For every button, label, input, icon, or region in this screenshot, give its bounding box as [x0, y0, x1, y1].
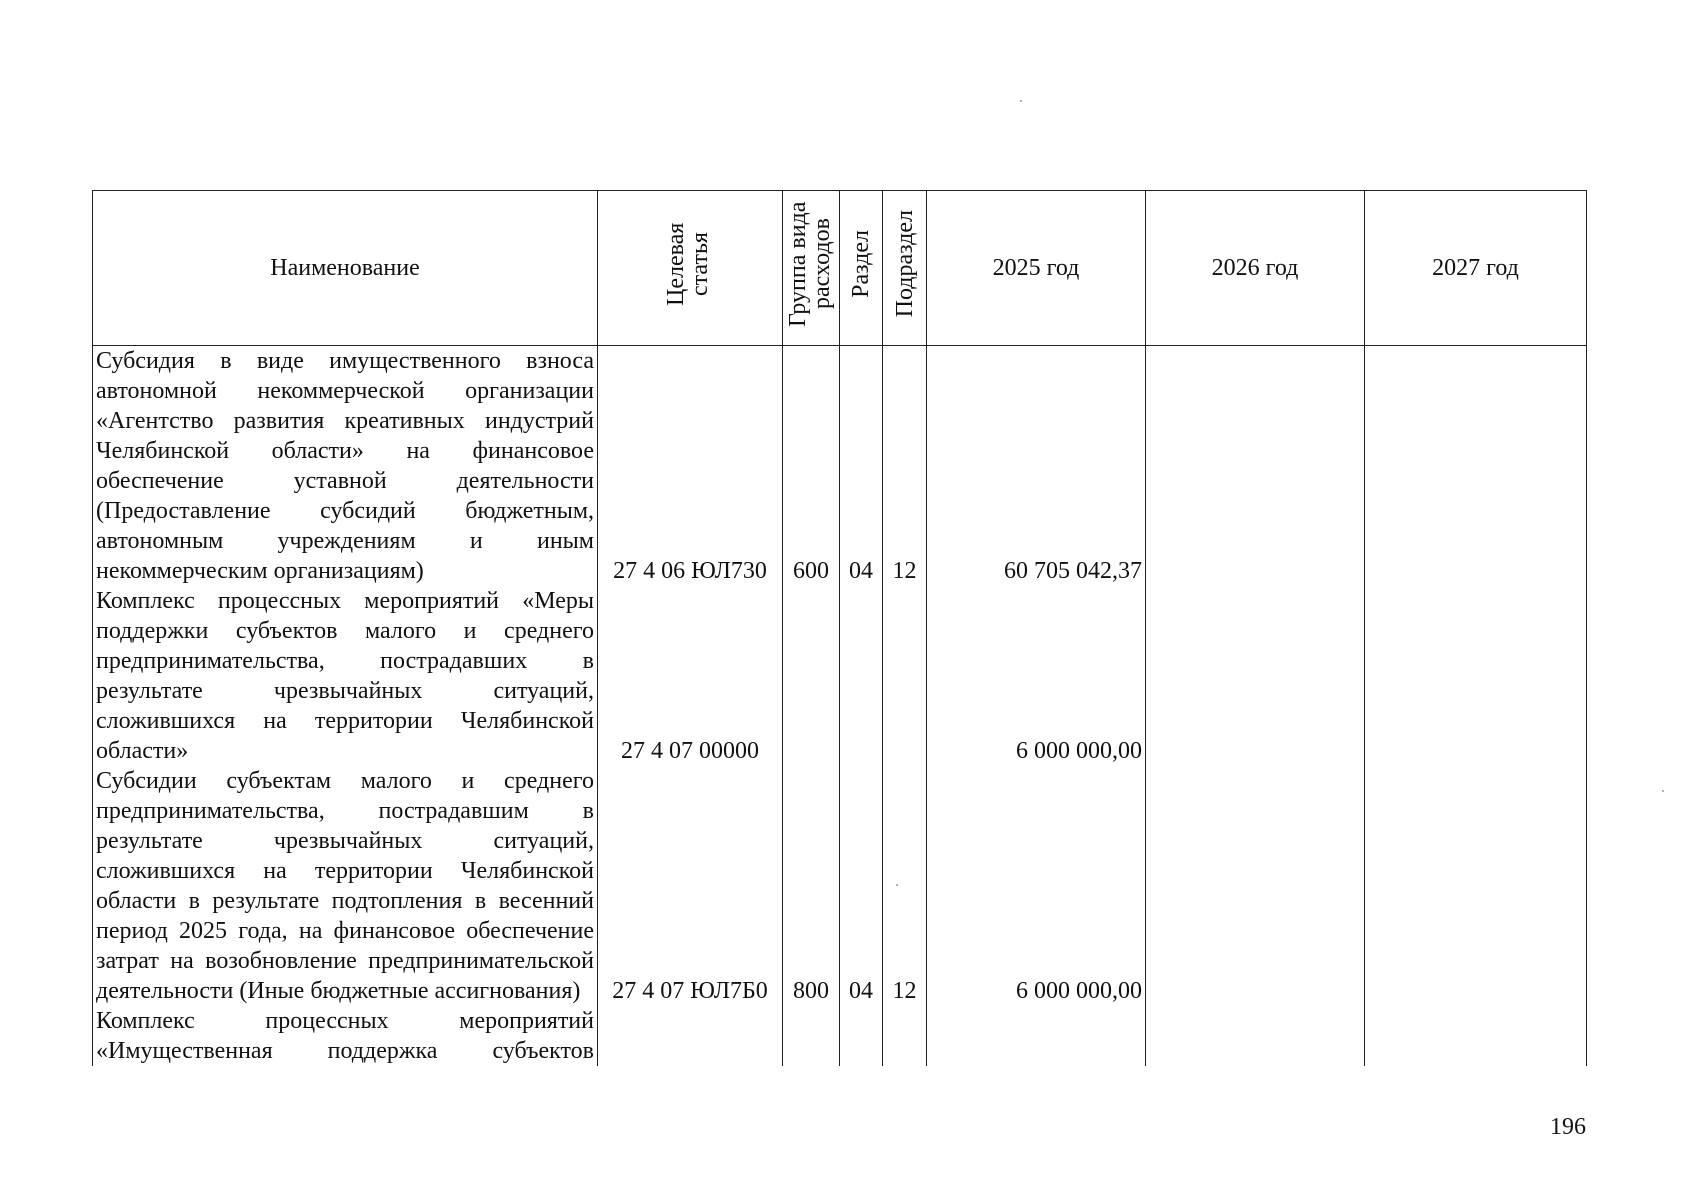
row-subsection	[883, 586, 927, 766]
row-group	[783, 1006, 840, 1066]
header-year-2025: 2025 год	[927, 191, 1146, 346]
row-amount-2026	[1146, 586, 1365, 766]
row-amount-2027	[1365, 766, 1587, 1006]
row-name: Субсидия в виде имущественного взноса автономной некоммерческой организации «Агентство развития креативных индустрий Челябинской области» на финансовое обеспечение уставной деятельности (Предоставление субсидий бюджетным, автономным учреждениям и иным некоммерческим организациям)	[93, 346, 598, 587]
row-code: 27 4 06 ЮЛ730	[598, 346, 783, 587]
row-amount-2027	[1365, 1006, 1587, 1066]
row-subsection: 12	[883, 766, 927, 1006]
row-amount-2027	[1365, 586, 1587, 766]
page-number: 196	[1550, 1114, 1586, 1140]
header-year-2027: 2027 год	[1365, 191, 1587, 346]
scan-speck	[1662, 790, 1664, 792]
header-name: Наименование	[93, 191, 598, 346]
row-section: 04	[840, 766, 883, 1006]
row-group	[783, 586, 840, 766]
header-expense-group: Группа вида расходов	[783, 191, 840, 346]
table-header-row	[93, 191, 1587, 346]
row-code: 27 4 07 00000	[598, 586, 783, 766]
header-target-article: Целевая статья	[598, 191, 783, 346]
scan-speck	[896, 884, 898, 886]
row-section	[840, 1006, 883, 1066]
row-amount-2026	[1146, 346, 1365, 587]
row-name: Комплекс процессных мероприятий «Имущественная поддержка субъектов	[93, 1006, 598, 1066]
row-name: Субсидии субъектам малого и среднего предпринимательства, пострадавшим в результате чрезвычайных ситуаций, сложившихся на территории Челябинской области в результате подтопления в весенний период 2025 года, на финансовое обеспечение затрат на возобновление предпринимательской деятельности (Иные бюджетные ассигнования)	[93, 766, 598, 1006]
row-amount-2026	[1146, 1006, 1365, 1066]
row-amount-2025: 60 705 042,37	[927, 346, 1146, 587]
row-amount-2026	[1146, 766, 1365, 1006]
row-group: 600	[783, 346, 840, 587]
row-code	[598, 1006, 783, 1066]
row-subsection	[883, 1006, 927, 1066]
row-amount-2025: 6 000 000,00	[927, 766, 1146, 1006]
row-section	[840, 586, 883, 766]
table-row	[93, 586, 1587, 766]
row-amount-2025	[927, 1006, 1146, 1066]
row-amount-2027	[1365, 346, 1587, 587]
row-code: 27 4 07 ЮЛ7Б0	[598, 766, 783, 1006]
row-subsection: 12	[883, 346, 927, 587]
row-group: 800	[783, 766, 840, 1006]
scan-speck	[1020, 100, 1022, 102]
table-row	[93, 766, 1587, 1006]
budget-table	[92, 190, 1587, 1066]
header-year-2026: 2026 год	[1146, 191, 1365, 346]
table-row	[93, 346, 1587, 587]
row-name: Комплекс процессных мероприятий «Меры поддержки субъектов малого и среднего предпринимательства, пострадавших в результате чрезвычайных ситуаций, сложившихся на территории Челябинской области»	[93, 586, 598, 766]
header-section: Раздел	[840, 191, 883, 346]
row-amount-2025: 6 000 000,00	[927, 586, 1146, 766]
row-section: 04	[840, 346, 883, 587]
table-row	[93, 1006, 1587, 1066]
header-subsection: Подраздел	[883, 191, 927, 346]
